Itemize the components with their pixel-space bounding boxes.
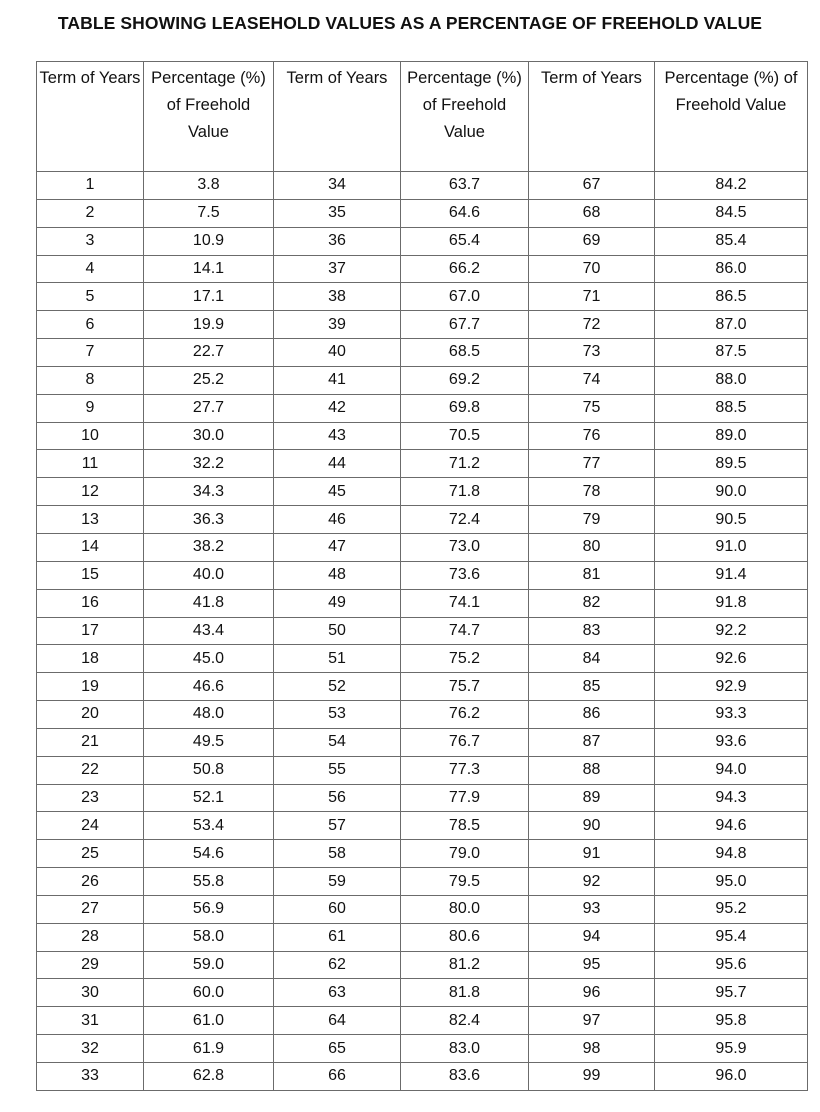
percentage-cell: 67.7	[401, 311, 529, 339]
percentage-cell: 87.5	[655, 339, 808, 367]
header-term-of-years-1: Term of Years	[37, 62, 144, 172]
term-cell: 20	[37, 701, 144, 729]
term-cell: 60	[274, 895, 401, 923]
term-cell: 55	[274, 756, 401, 784]
percentage-cell: 81.2	[401, 951, 529, 979]
percentage-cell: 40.0	[144, 561, 274, 589]
table-row	[37, 366, 808, 394]
header-percentage-3: Percentage (%) of Freehold Value	[655, 62, 808, 172]
term-cell: 16	[37, 589, 144, 617]
term-cell: 40	[274, 339, 401, 367]
term-cell: 52	[274, 673, 401, 701]
percentage-cell: 76.7	[401, 728, 529, 756]
term-cell: 56	[274, 784, 401, 812]
percentage-cell: 73.6	[401, 561, 529, 589]
table-row	[37, 339, 808, 367]
percentage-cell: 7.5	[144, 199, 274, 227]
percentage-cell: 27.7	[144, 394, 274, 422]
term-cell: 4	[37, 255, 144, 283]
percentage-cell: 89.0	[655, 422, 808, 450]
percentage-cell: 66.2	[401, 255, 529, 283]
term-cell: 27	[37, 895, 144, 923]
header-term-of-years-2: Term of Years	[274, 62, 401, 172]
percentage-cell: 72.4	[401, 506, 529, 534]
percentage-cell: 69.2	[401, 366, 529, 394]
term-cell: 57	[274, 812, 401, 840]
term-cell: 92	[529, 868, 655, 896]
table-row	[37, 589, 808, 617]
percentage-cell: 32.2	[144, 450, 274, 478]
table-row	[37, 450, 808, 478]
percentage-cell: 86.0	[655, 255, 808, 283]
percentage-cell: 53.4	[144, 812, 274, 840]
table-row	[37, 422, 808, 450]
percentage-cell: 79.5	[401, 868, 529, 896]
table-row	[37, 533, 808, 561]
table-row	[37, 812, 808, 840]
percentage-cell: 46.6	[144, 673, 274, 701]
table-row	[37, 756, 808, 784]
percentage-cell: 56.9	[144, 895, 274, 923]
table-row	[37, 478, 808, 506]
term-cell: 10	[37, 422, 144, 450]
term-cell: 86	[529, 701, 655, 729]
percentage-cell: 54.6	[144, 840, 274, 868]
percentage-cell: 75.7	[401, 673, 529, 701]
term-cell: 50	[274, 617, 401, 645]
percentage-cell: 74.7	[401, 617, 529, 645]
term-cell: 61	[274, 923, 401, 951]
term-cell: 75	[529, 394, 655, 422]
percentage-cell: 61.9	[144, 1035, 274, 1063]
table-body	[37, 172, 808, 1091]
percentage-cell: 63.7	[401, 172, 529, 200]
percentage-cell: 95.8	[655, 1007, 808, 1035]
table-row	[37, 784, 808, 812]
percentage-cell: 76.2	[401, 701, 529, 729]
percentage-cell: 41.8	[144, 589, 274, 617]
term-cell: 84	[529, 645, 655, 673]
percentage-cell: 93.6	[655, 728, 808, 756]
percentage-cell: 48.0	[144, 701, 274, 729]
term-cell: 13	[37, 506, 144, 534]
percentage-cell: 79.0	[401, 840, 529, 868]
table-row	[37, 868, 808, 896]
percentage-cell: 34.3	[144, 478, 274, 506]
term-cell: 23	[37, 784, 144, 812]
percentage-cell: 69.8	[401, 394, 529, 422]
term-cell: 87	[529, 728, 655, 756]
table-row	[37, 506, 808, 534]
term-cell: 88	[529, 756, 655, 784]
percentage-cell: 73.0	[401, 533, 529, 561]
percentage-cell: 94.6	[655, 812, 808, 840]
term-cell: 1	[37, 172, 144, 200]
table-row	[37, 923, 808, 951]
percentage-cell: 81.8	[401, 979, 529, 1007]
percentage-cell: 71.8	[401, 478, 529, 506]
percentage-cell: 70.5	[401, 422, 529, 450]
term-cell: 42	[274, 394, 401, 422]
term-cell: 7	[37, 339, 144, 367]
table-row	[37, 283, 808, 311]
table-row	[37, 617, 808, 645]
percentage-cell: 61.0	[144, 1007, 274, 1035]
term-cell: 44	[274, 450, 401, 478]
percentage-cell: 91.8	[655, 589, 808, 617]
percentage-cell: 17.1	[144, 283, 274, 311]
percentage-cell: 68.5	[401, 339, 529, 367]
term-cell: 48	[274, 561, 401, 589]
term-cell: 46	[274, 506, 401, 534]
term-cell: 29	[37, 951, 144, 979]
percentage-cell: 3.8	[144, 172, 274, 200]
term-cell: 19	[37, 673, 144, 701]
term-cell: 47	[274, 533, 401, 561]
term-cell: 96	[529, 979, 655, 1007]
term-cell: 67	[529, 172, 655, 200]
term-cell: 3	[37, 227, 144, 255]
page-title: TABLE SHOWING LEASEHOLD VALUES AS A PERCENTAGE OF FREEHOLD VALUE	[57, 13, 763, 33]
percentage-cell: 60.0	[144, 979, 274, 1007]
term-cell: 93	[529, 895, 655, 923]
percentage-cell: 83.0	[401, 1035, 529, 1063]
percentage-cell: 94.3	[655, 784, 808, 812]
term-cell: 53	[274, 701, 401, 729]
percentage-cell: 74.1	[401, 589, 529, 617]
percentage-cell: 96.0	[655, 1063, 808, 1091]
term-cell: 5	[37, 283, 144, 311]
percentage-cell: 84.5	[655, 199, 808, 227]
term-cell: 80	[529, 533, 655, 561]
percentage-cell: 91.0	[655, 533, 808, 561]
term-cell: 64	[274, 1007, 401, 1035]
term-cell: 62	[274, 951, 401, 979]
percentage-cell: 58.0	[144, 923, 274, 951]
percentage-cell: 83.6	[401, 1063, 529, 1091]
term-cell: 6	[37, 311, 144, 339]
term-cell: 69	[529, 227, 655, 255]
percentage-cell: 59.0	[144, 951, 274, 979]
term-cell: 15	[37, 561, 144, 589]
percentage-cell: 52.1	[144, 784, 274, 812]
percentage-cell: 91.4	[655, 561, 808, 589]
percentage-cell: 77.9	[401, 784, 529, 812]
term-cell: 34	[274, 172, 401, 200]
percentage-cell: 30.0	[144, 422, 274, 450]
term-cell: 14	[37, 533, 144, 561]
header-term-of-years-3: Term of Years	[529, 62, 655, 172]
term-cell: 78	[529, 478, 655, 506]
term-cell: 76	[529, 422, 655, 450]
table-row	[37, 311, 808, 339]
term-cell: 97	[529, 1007, 655, 1035]
term-cell: 43	[274, 422, 401, 450]
percentage-cell: 75.2	[401, 645, 529, 673]
percentage-cell: 90.5	[655, 506, 808, 534]
term-cell: 18	[37, 645, 144, 673]
term-cell: 85	[529, 673, 655, 701]
percentage-cell: 95.9	[655, 1035, 808, 1063]
term-cell: 2	[37, 199, 144, 227]
percentage-cell: 92.6	[655, 645, 808, 673]
term-cell: 89	[529, 784, 655, 812]
header-percentage-1: Percentage (%) of Freehold Value	[144, 62, 274, 172]
percentage-cell: 49.5	[144, 728, 274, 756]
table-row	[37, 701, 808, 729]
percentage-cell: 94.0	[655, 756, 808, 784]
term-cell: 71	[529, 283, 655, 311]
percentage-cell: 92.2	[655, 617, 808, 645]
percentage-cell: 95.6	[655, 951, 808, 979]
term-cell: 33	[37, 1063, 144, 1091]
term-cell: 63	[274, 979, 401, 1007]
percentage-cell: 94.8	[655, 840, 808, 868]
leasehold-table	[36, 61, 808, 1091]
percentage-cell: 82.4	[401, 1007, 529, 1035]
term-cell: 99	[529, 1063, 655, 1091]
percentage-cell: 85.4	[655, 227, 808, 255]
term-cell: 39	[274, 311, 401, 339]
percentage-cell: 71.2	[401, 450, 529, 478]
table-row	[37, 645, 808, 673]
table-row	[37, 561, 808, 589]
percentage-cell: 65.4	[401, 227, 529, 255]
term-cell: 22	[37, 756, 144, 784]
term-cell: 35	[274, 199, 401, 227]
percentage-cell: 55.8	[144, 868, 274, 896]
term-cell: 65	[274, 1035, 401, 1063]
term-cell: 25	[37, 840, 144, 868]
term-cell: 9	[37, 394, 144, 422]
percentage-cell: 78.5	[401, 812, 529, 840]
term-cell: 68	[529, 199, 655, 227]
table-row	[37, 1063, 808, 1091]
percentage-cell: 62.8	[144, 1063, 274, 1091]
percentage-cell: 50.8	[144, 756, 274, 784]
percentage-cell: 25.2	[144, 366, 274, 394]
percentage-cell: 77.3	[401, 756, 529, 784]
term-cell: 24	[37, 812, 144, 840]
term-cell: 11	[37, 450, 144, 478]
percentage-cell: 84.2	[655, 172, 808, 200]
term-cell: 12	[37, 478, 144, 506]
term-cell: 54	[274, 728, 401, 756]
percentage-cell: 38.2	[144, 533, 274, 561]
percentage-cell: 92.9	[655, 673, 808, 701]
table-row	[37, 979, 808, 1007]
term-cell: 83	[529, 617, 655, 645]
percentage-cell: 93.3	[655, 701, 808, 729]
table-row	[37, 673, 808, 701]
term-cell: 49	[274, 589, 401, 617]
term-cell: 58	[274, 840, 401, 868]
term-cell: 28	[37, 923, 144, 951]
term-cell: 98	[529, 1035, 655, 1063]
table-row	[37, 394, 808, 422]
table-row	[37, 840, 808, 868]
percentage-cell: 19.9	[144, 311, 274, 339]
percentage-cell: 89.5	[655, 450, 808, 478]
percentage-cell: 80.6	[401, 923, 529, 951]
term-cell: 74	[529, 366, 655, 394]
table-row	[37, 227, 808, 255]
table-row	[37, 199, 808, 227]
term-cell: 30	[37, 979, 144, 1007]
percentage-cell: 22.7	[144, 339, 274, 367]
percentage-cell: 86.5	[655, 283, 808, 311]
term-cell: 70	[529, 255, 655, 283]
term-cell: 51	[274, 645, 401, 673]
table-row	[37, 1035, 808, 1063]
percentage-cell: 45.0	[144, 645, 274, 673]
percentage-cell: 95.0	[655, 868, 808, 896]
percentage-cell: 90.0	[655, 478, 808, 506]
percentage-cell: 87.0	[655, 311, 808, 339]
term-cell: 38	[274, 283, 401, 311]
percentage-cell: 36.3	[144, 506, 274, 534]
percentage-cell: 64.6	[401, 199, 529, 227]
term-cell: 17	[37, 617, 144, 645]
term-cell: 73	[529, 339, 655, 367]
term-cell: 90	[529, 812, 655, 840]
term-cell: 45	[274, 478, 401, 506]
table-row	[37, 951, 808, 979]
term-cell: 31	[37, 1007, 144, 1035]
term-cell: 41	[274, 366, 401, 394]
percentage-cell: 95.2	[655, 895, 808, 923]
percentage-cell: 43.4	[144, 617, 274, 645]
term-cell: 77	[529, 450, 655, 478]
table-row	[37, 728, 808, 756]
header-percentage-2: Percentage (%) of Freehold Value	[401, 62, 529, 172]
percentage-cell: 95.4	[655, 923, 808, 951]
term-cell: 37	[274, 255, 401, 283]
percentage-cell: 88.5	[655, 394, 808, 422]
term-cell: 26	[37, 868, 144, 896]
term-cell: 94	[529, 923, 655, 951]
percentage-cell: 88.0	[655, 366, 808, 394]
table-row	[37, 1007, 808, 1035]
term-cell: 21	[37, 728, 144, 756]
percentage-cell: 14.1	[144, 255, 274, 283]
term-cell: 91	[529, 840, 655, 868]
term-cell: 8	[37, 366, 144, 394]
percentage-cell: 80.0	[401, 895, 529, 923]
term-cell: 81	[529, 561, 655, 589]
term-cell: 36	[274, 227, 401, 255]
term-cell: 59	[274, 868, 401, 896]
header-row	[37, 62, 808, 172]
term-cell: 72	[529, 311, 655, 339]
term-cell: 79	[529, 506, 655, 534]
term-cell: 32	[37, 1035, 144, 1063]
percentage-cell: 67.0	[401, 283, 529, 311]
percentage-cell: 10.9	[144, 227, 274, 255]
term-cell: 95	[529, 951, 655, 979]
term-cell: 66	[274, 1063, 401, 1091]
table-row	[37, 255, 808, 283]
table-row	[37, 895, 808, 923]
term-cell: 82	[529, 589, 655, 617]
percentage-cell: 95.7	[655, 979, 808, 1007]
table-row	[37, 172, 808, 200]
